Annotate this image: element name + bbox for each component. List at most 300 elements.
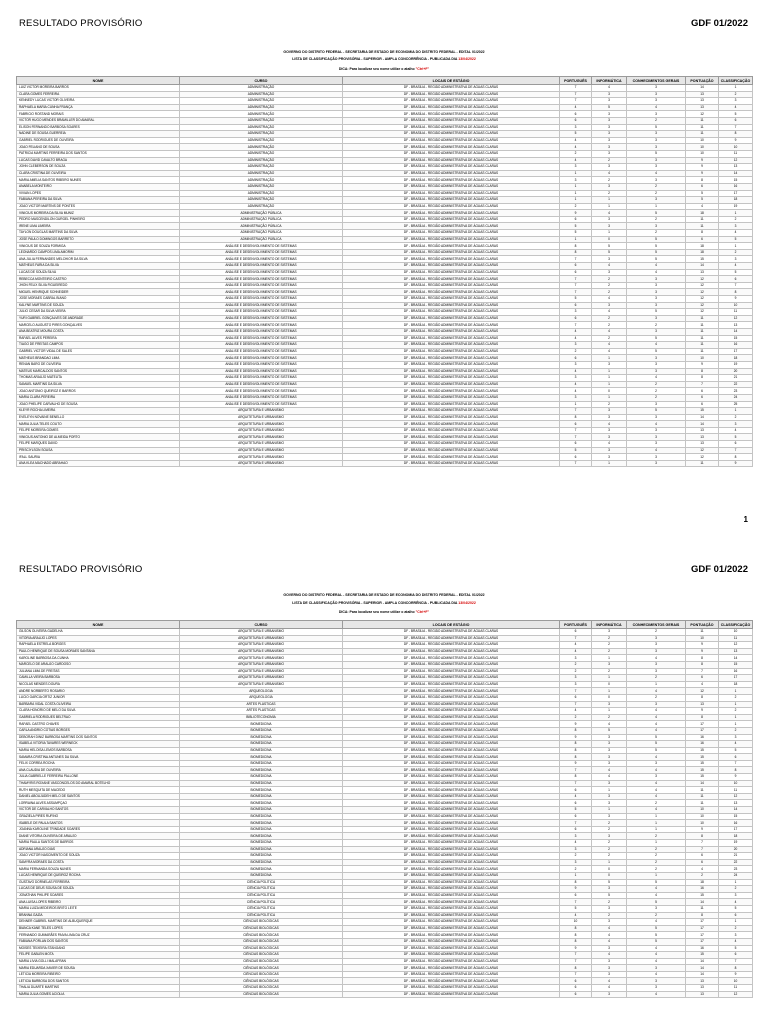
cell-general-knowledge: 3 <box>627 427 686 434</box>
cell-location: DF - BRASÍLIA - REGIÃO ADMINISTRATIVA DE ÁGUAS CLARAS <box>343 859 560 866</box>
cell-course: ARQUITETURA E URBANISMO <box>180 441 343 448</box>
cell-informatics: 2 <box>592 826 627 833</box>
cell-name: THOMAS ARAÚJO MATEUTA <box>17 375 180 382</box>
cell-score: 10 <box>686 355 719 362</box>
cell-location: DF - BRASÍLIA - REGIÃO ADMINISTRATIVA DE ÁGUAS CLARAS <box>343 216 560 223</box>
cell-classification: 22 <box>719 381 753 388</box>
cell-portuguese: 8 <box>560 747 592 754</box>
cell-general-knowledge: 2 <box>627 394 686 401</box>
cell-course: ANÁLISE E DESENVOLVIMENTO DE SISTEMAS <box>180 394 343 401</box>
cell-score: 6 <box>686 183 719 190</box>
cell-score: 8 <box>686 714 719 721</box>
cell-classification: 4 <box>719 741 753 748</box>
cell-score: 18 <box>686 210 719 217</box>
table-row <box>17 774 753 781</box>
cell-score: 14 <box>686 971 719 978</box>
cell-location: DF - BRASÍLIA - REGIÃO ADMINISTRATIVA DE ÁGUAS CLARAS <box>343 150 560 157</box>
cell-informatics: 2 <box>592 912 627 919</box>
cell-general-knowledge: 5 <box>627 236 686 243</box>
cell-course: BIOMEDICINA <box>180 820 343 827</box>
cell-informatics: 3 <box>592 414 627 421</box>
cell-classification: 2 <box>719 216 753 223</box>
cell-informatics: 2 <box>592 177 627 184</box>
cell-location: DF - BRASÍLIA - REGIÃO ADMINISTRATIVA DE ÁGUAS CLARAS <box>343 302 560 309</box>
cell-course: ARQUITETURA E URBANISMO <box>180 668 343 675</box>
cell-portuguese: 7 <box>560 971 592 978</box>
cell-informatics: 4 <box>592 938 627 945</box>
cell-course: ARTES PLÁSTICAS <box>180 701 343 708</box>
cell-general-knowledge: 3 <box>627 315 686 322</box>
cell-score: 11 <box>686 124 719 131</box>
cell-score: 8 <box>686 177 719 184</box>
cell-name: SAMYRA MORAES DA COSTA <box>17 859 180 866</box>
cell-classification: 19 <box>719 361 753 368</box>
cell-classification: 14 <box>719 170 753 177</box>
cell-portuguese: 6 <box>560 800 592 807</box>
cell-portuguese: 8 <box>560 754 592 761</box>
classification-table <box>16 76 753 467</box>
cell-course: ANÁLISE E DESENVOLVIMENTO DE SISTEMAS <box>180 263 343 270</box>
cell-name: DANIEL ABOUJUDEH MELO DE SANTOS <box>17 793 180 800</box>
cell-informatics: 1 <box>592 355 627 362</box>
cell-general-knowledge: 3 <box>627 296 686 303</box>
cell-general-knowledge: 2 <box>627 388 686 395</box>
cell-score: 15 <box>686 408 719 415</box>
cell-course: ANÁLISE E DESENVOLVIMENTO DE SISTEMAS <box>180 302 343 309</box>
header-line-2 <box>0 56 768 63</box>
cell-general-knowledge: 2 <box>627 183 686 190</box>
cell-name: LUCAS DAVID CAVALTO BRAGA <box>17 157 180 164</box>
cell-portuguese: 7 <box>560 276 592 283</box>
cell-informatics: 1 <box>592 688 627 695</box>
cell-location: DF - BRASÍLIA - REGIÃO ADMINISTRATIVA DE ÁGUAS CLARAS <box>343 971 560 978</box>
cell-informatics: 4 <box>592 328 627 335</box>
cell-classification: 8 <box>719 767 753 774</box>
cell-portuguese: 6 <box>560 787 592 794</box>
column-header-score: PONTUAÇÃO <box>686 77 719 85</box>
cell-informatics: 4 <box>592 421 627 428</box>
cell-course: CIÊNCIAS BIOLÓGICAS <box>180 978 343 985</box>
cell-course: ARTES PLÁSTICAS <box>180 708 343 715</box>
cell-general-knowledge: 5 <box>627 249 686 256</box>
cell-informatics: 4 <box>592 342 627 349</box>
cell-general-knowledge: 3 <box>627 164 686 171</box>
cell-name: JOANNA KAROLINE TRINDADE SOARES <box>17 826 180 833</box>
cell-course: ANÁLISE E DESENVOLVIMENTO DE SISTEMAS <box>180 315 343 322</box>
cell-score: 17 <box>686 919 719 926</box>
cell-general-knowledge: 1 <box>627 203 686 210</box>
cell-informatics: 3 <box>592 223 627 230</box>
cell-course: ARQUITETURA E URBANISMO <box>180 460 343 467</box>
cell-general-knowledge: 5 <box>627 348 686 355</box>
table-row <box>17 932 753 939</box>
cell-classification: 1 <box>719 85 753 92</box>
cell-informatics: 3 <box>592 447 627 454</box>
column-header-portuguese: PORTUGUÊS <box>560 621 592 629</box>
cell-informatics: 3 <box>592 991 627 998</box>
cell-score: 11 <box>686 335 719 342</box>
cell-score: 12 <box>686 276 719 283</box>
table-row <box>17 952 753 959</box>
cell-course: ADMINISTRAÇÃO <box>180 203 343 210</box>
cell-portuguese: 3 <box>560 859 592 866</box>
cell-name: KLEYR ROCHA LIMEIRA <box>17 408 180 415</box>
cell-general-knowledge: 5 <box>627 150 686 157</box>
cell-location: DF - BRASÍLIA - REGIÃO ADMINISTRATIVA DE ÁGUAS CLARAS <box>343 714 560 721</box>
cell-name: LETICIA MOREIRA RIBEIRO <box>17 971 180 978</box>
cell-course: ANÁLISE E DESENVOLVIMENTO DE SISTEMAS <box>180 249 343 256</box>
table-row <box>17 741 753 748</box>
table-row <box>17 800 753 807</box>
cell-score: 14 <box>686 780 719 787</box>
cell-course: ADMINISTRAÇÃO PÚBLICA <box>180 236 343 243</box>
cell-course: ADMINISTRAÇÃO <box>180 177 343 184</box>
cell-score: 13 <box>686 434 719 441</box>
cell-location: DF - BRASÍLIA - REGIÃO ADMINISTRATIVA DE ÁGUAS CLARAS <box>343 688 560 695</box>
cell-informatics: 3 <box>592 800 627 807</box>
cell-classification: 5 <box>719 905 753 912</box>
cell-location: DF - BRASÍLIA - REGIÃO ADMINISTRATIVA DE ÁGUAS CLARAS <box>343 741 560 748</box>
cell-portuguese: 8 <box>560 925 592 932</box>
cell-score: 13 <box>686 991 719 998</box>
cell-general-knowledge: 5 <box>627 309 686 316</box>
cell-location: DF - BRASÍLIA - REGIÃO ADMINISTRATIVA DE ÁGUAS CLARAS <box>343 991 560 998</box>
cell-general-knowledge: 2 <box>627 216 686 223</box>
cell-location: DF - BRASÍLIA - REGIÃO ADMINISTRATIVA DE ÁGUAS CLARAS <box>343 721 560 728</box>
cell-classification: 13 <box>719 800 753 807</box>
table-row <box>17 263 753 270</box>
cell-portuguese: 7 <box>560 780 592 787</box>
cell-location: DF - BRASÍLIA - REGIÃO ADMINISTRATIVA DE ÁGUAS CLARAS <box>343 774 560 781</box>
cell-informatics: 5 <box>592 892 627 899</box>
cell-name: JOSE MORAES CABRAL BIANO <box>17 296 180 303</box>
cell-classification: 2 <box>719 886 753 893</box>
cell-portuguese: 8 <box>560 938 592 945</box>
cell-portuguese: 6 <box>560 111 592 118</box>
cell-location: DF - BRASÍLIA - REGIÃO ADMINISTRATIVA DE ÁGUAS CLARAS <box>343 681 560 688</box>
table-row <box>17 183 753 190</box>
cell-score: 15 <box>686 760 719 767</box>
cell-portuguese: 9 <box>560 760 592 767</box>
cell-informatics: 5 <box>592 243 627 250</box>
cell-name: MATHEUS BRANDAO LIMA <box>17 355 180 362</box>
cell-name: RAPHAELA MARIA CUNHA FRANÇA <box>17 104 180 111</box>
cell-course: ADMINISTRAÇÃO <box>180 85 343 92</box>
cell-informatics: 4 <box>592 925 627 932</box>
cell-portuguese: 8 <box>560 249 592 256</box>
cell-location: DF - BRASÍLIA - REGIÃO ADMINISTRATIVA DE ÁGUAS CLARAS <box>343 727 560 734</box>
cell-score: 17 <box>686 727 719 734</box>
cell-score: 15 <box>686 754 719 761</box>
cell-score: 15 <box>686 767 719 774</box>
column-header-location: LOCAIS DE ESTÁGIO <box>343 77 560 85</box>
cell-classification: 1 <box>719 701 753 708</box>
cell-classification: 18 <box>719 197 753 204</box>
cell-name: MARIA LIVIA GOLLI MALAFRAN <box>17 958 180 965</box>
cell-location: DF - BRASÍLIA - REGIÃO ADMINISTRATIVA DE ÁGUAS CLARAS <box>343 137 560 144</box>
cell-score: 11 <box>686 787 719 794</box>
cell-portuguese: 6 <box>560 355 592 362</box>
cell-portuguese: 8 <box>560 932 592 939</box>
cell-score: 13 <box>686 98 719 105</box>
column-header-classification: CLASSIFICAÇÃO <box>719 77 753 85</box>
cell-course: ADMINISTRAÇÃO <box>180 137 343 144</box>
cell-score: 10 <box>686 635 719 642</box>
cell-name: RAFAEL ALVES PEREIRA <box>17 335 180 342</box>
cell-name: BRANNA GAZIA <box>17 912 180 919</box>
cell-classification: 13 <box>719 164 753 171</box>
cell-course: ANÁLISE E DESENVOLVIMENTO DE SISTEMAS <box>180 282 343 289</box>
table-row <box>17 177 753 184</box>
cell-location: DF - BRASÍLIA - REGIÃO ADMINISTRATIVA DE ÁGUAS CLARAS <box>343 236 560 243</box>
cell-name: ISABELA VITORIA TAVARES WERNECK <box>17 741 180 748</box>
cell-course: ANÁLISE E DESENVOLVIMENTO DE SISTEMAS <box>180 335 343 342</box>
table-row <box>17 787 753 794</box>
cell-name: MARIA AMELIA SANTOS RIBEIRO NUNES <box>17 177 180 184</box>
cell-classification: 12 <box>719 157 753 164</box>
cell-course: ANÁLISE E DESENVOLVIMENTO DE SISTEMAS <box>180 269 343 276</box>
cell-general-knowledge: 3 <box>627 978 686 985</box>
cell-classification: 16 <box>719 183 753 190</box>
cell-portuguese: 4 <box>560 381 592 388</box>
table-row <box>17 441 753 448</box>
cell-general-knowledge: 5 <box>627 925 686 932</box>
cell-classification: 2 <box>719 694 753 701</box>
cell-location: DF - BRASÍLIA - REGIÃO ADMINISTRATIVA DE ÁGUAS CLARAS <box>343 230 560 237</box>
table-row <box>17 216 753 223</box>
cell-informatics: 3 <box>592 361 627 368</box>
table-row <box>17 309 753 316</box>
cell-informatics: 4 <box>592 85 627 92</box>
cell-name: JULIA GABRIELLE FERREIRA PALLONE <box>17 774 180 781</box>
cell-portuguese: 6 <box>560 978 592 985</box>
cell-classification: 6 <box>719 912 753 919</box>
cell-name: JULIANA LIMA DE FREITAS <box>17 668 180 675</box>
cell-classification: 11 <box>719 985 753 992</box>
cell-classification: 6 <box>719 952 753 959</box>
cell-portuguese: 5 <box>560 807 592 814</box>
cell-general-knowledge: 4 <box>627 708 686 715</box>
cell-portuguese: 6 <box>560 117 592 124</box>
cell-score: 12 <box>686 309 719 316</box>
cell-classification: 19 <box>719 840 753 847</box>
cell-general-knowledge: 2 <box>627 190 686 197</box>
table-row <box>17 866 753 873</box>
cell-course: ADMINISTRAÇÃO <box>180 164 343 171</box>
cell-classification: 1 <box>719 721 753 728</box>
cell-general-knowledge: 5 <box>627 899 686 906</box>
cell-informatics: 0 <box>592 388 627 395</box>
cell-general-knowledge: 2 <box>627 833 686 840</box>
cell-location: DF - BRASÍLIA - REGIÃO ADMINISTRATIVA DE ÁGUAS CLARAS <box>343 872 560 879</box>
cell-course: CIÊNCIAS BIOLÓGICAS <box>180 932 343 939</box>
cell-portuguese: 9 <box>560 734 592 741</box>
cell-course: ADMINISTRAÇÃO <box>180 183 343 190</box>
cell-portuguese: 8 <box>560 414 592 421</box>
cell-portuguese: 1 <box>560 236 592 243</box>
cell-score: 9 <box>686 164 719 171</box>
cell-course: CIÊNCIA POLÍTICA <box>180 905 343 912</box>
cell-classification: 2 <box>719 91 753 98</box>
cell-informatics: 3 <box>592 793 627 800</box>
cell-informatics: 3 <box>592 98 627 105</box>
cell-general-knowledge: 3 <box>627 276 686 283</box>
cell-classification: 18 <box>719 355 753 362</box>
cell-name: DENNER GABRIEL MARTINS DE ALBUQUERQUE <box>17 919 180 926</box>
cell-course: ARQUITETURA E URBANISMO <box>180 454 343 461</box>
cell-location: DF - BRASÍLIA - REGIÃO ADMINISTRATIVA DE ÁGUAS CLARAS <box>343 263 560 270</box>
cell-informatics: 3 <box>592 454 627 461</box>
page-title: RESULTADO PROVISÓRIO <box>19 564 143 575</box>
table-row <box>17 767 753 774</box>
cell-portuguese: 6 <box>560 991 592 998</box>
cell-informatics: 3 <box>592 124 627 131</box>
cell-name: LUCAS DE SOUZA SILVA <box>17 269 180 276</box>
cell-portuguese: 7 <box>560 282 592 289</box>
cell-portuguese: 7 <box>560 91 592 98</box>
cell-location: DF - BRASÍLIA - REGIÃO ADMINISTRATIVA DE ÁGUAS CLARAS <box>343 642 560 649</box>
cell-location: DF - BRASÍLIA - REGIÃO ADMINISTRATIVA DE ÁGUAS CLARAS <box>343 441 560 448</box>
cell-course: ADMINISTRAÇÃO <box>180 157 343 164</box>
cell-name: KAROLINE BARBOSA DA CUNHA <box>17 655 180 662</box>
cell-score: 9 <box>686 642 719 649</box>
column-header-location: LOCAIS DE ESTÁGIO <box>343 621 560 629</box>
cell-score: 14 <box>686 958 719 965</box>
cell-location: DF - BRASÍLIA - REGIÃO ADMINISTRATIVA DE ÁGUAS CLARAS <box>343 820 560 827</box>
table-row <box>17 289 753 296</box>
cell-score: 12 <box>686 688 719 695</box>
table-row <box>17 256 753 263</box>
cell-general-knowledge: 5 <box>627 932 686 939</box>
table-row <box>17 328 753 335</box>
table-row <box>17 348 753 355</box>
cell-classification: 11 <box>719 787 753 794</box>
cell-score: 9 <box>686 708 719 715</box>
cell-score: 7 <box>686 668 719 675</box>
cell-name: THALIA DUARTE MARTINS <box>17 985 180 992</box>
cell-course: ANÁLISE E DESENVOLVIMENTO DE SISTEMAS <box>180 243 343 250</box>
cell-classification: 9 <box>719 971 753 978</box>
cell-score: 7 <box>686 846 719 853</box>
cell-name: REBECCA MONTEIRO CASTRO <box>17 276 180 283</box>
table-row <box>17 833 753 840</box>
cell-classification: 4 <box>719 104 753 111</box>
cell-name: VINICIUS MOREIRA DA SILVA MUNIZ <box>17 210 180 217</box>
cell-location: DF - BRASÍLIA - REGIÃO ADMINISTRATIVA DE ÁGUAS CLARAS <box>343 701 560 708</box>
cell-score: 8 <box>686 912 719 919</box>
cell-score: 8 <box>686 833 719 840</box>
document-page-2 <box>0 520 768 1024</box>
cell-course: ADMINISTRAÇÃO <box>180 111 343 118</box>
cell-course: ADMINISTRAÇÃO PÚBLICA <box>180 210 343 217</box>
cell-name: ANABELA MONTEIRO <box>17 183 180 190</box>
cell-location: DF - BRASÍLIA - REGIÃO ADMINISTRATIVA DE ÁGUAS CLARAS <box>343 197 560 204</box>
cell-course: ANÁLISE E DESENVOLVIMENTO DE SISTEMAS <box>180 348 343 355</box>
cell-location: DF - BRASÍLIA - REGIÃO ADMINISTRATIVA DE ÁGUAS CLARAS <box>343 289 560 296</box>
cell-name: TAYLON DOUGLAS MARTINS DA SILVA <box>17 230 180 237</box>
cell-portuguese: 3 <box>560 375 592 382</box>
cell-score: 11 <box>686 905 719 912</box>
cell-name: VINICIUS DE SOUZA FORMIGA <box>17 243 180 250</box>
cell-location: DF - BRASÍLIA - REGIÃO ADMINISTRATIVA DE ÁGUAS CLARAS <box>343 747 560 754</box>
cell-general-knowledge: 4 <box>627 170 686 177</box>
cell-location: DF - BRASÍLIA - REGIÃO ADMINISTRATIVA DE ÁGUAS CLARAS <box>343 780 560 787</box>
table-row <box>17 460 753 467</box>
table-row <box>17 164 753 171</box>
cell-location: DF - BRASÍLIA - REGIÃO ADMINISTRATIVA DE ÁGUAS CLARAS <box>343 754 560 761</box>
column-header-course: CURSO <box>180 77 343 85</box>
cell-classification: 19 <box>719 203 753 210</box>
table-row <box>17 655 753 662</box>
cell-score: 17 <box>686 932 719 939</box>
cell-general-knowledge: 3 <box>627 131 686 138</box>
table-row <box>17 879 753 886</box>
cell-informatics: 3 <box>592 945 627 952</box>
table-row <box>17 721 753 728</box>
cell-classification: 21 <box>719 853 753 860</box>
cell-general-knowledge: 3 <box>627 661 686 668</box>
cell-location: DF - BRASÍLIA - REGIÃO ADMINISTRATIVA DE ÁGUAS CLARAS <box>343 296 560 303</box>
cell-location: DF - BRASÍLIA - REGIÃO ADMINISTRATIVA DE ÁGUAS CLARAS <box>343 256 560 263</box>
cell-portuguese: 7 <box>560 434 592 441</box>
cell-name: ANA JULIA FERNANDES MELCHIOR DA SILVA <box>17 256 180 263</box>
cell-informatics: 4 <box>592 774 627 781</box>
cell-location: DF - BRASÍLIA - REGIÃO ADMINISTRATIVA DE ÁGUAS CLARAS <box>343 309 560 316</box>
cell-location: DF - BRASÍLIA - REGIÃO ADMINISTRATIVA DE ÁGUAS CLARAS <box>343 361 560 368</box>
cell-name: RAPHAELA ESTRELA BORGES <box>17 642 180 649</box>
cell-portuguese: 7 <box>560 460 592 467</box>
cell-general-knowledge: 4 <box>627 655 686 662</box>
cell-informatics: 1 <box>592 368 627 375</box>
cell-general-knowledge: 1 <box>627 826 686 833</box>
cell-classification: 7 <box>719 124 753 131</box>
cell-classification: 24 <box>719 872 753 879</box>
table-row <box>17 197 753 204</box>
cell-name: JOHN CLEBERSON DE SOUZA <box>17 164 180 171</box>
table-row <box>17 714 753 721</box>
cell-score: 8 <box>686 368 719 375</box>
cell-location: DF - BRASÍLIA - REGIÃO ADMINISTRATIVA DE ÁGUAS CLARAS <box>343 826 560 833</box>
table-row <box>17 381 753 388</box>
cell-portuguese: 2 <box>560 661 592 668</box>
table-row <box>17 447 753 454</box>
cell-score: 9 <box>686 648 719 655</box>
publication-date: 13/04/2022 <box>458 57 476 61</box>
cell-general-knowledge: 3 <box>627 289 686 296</box>
cell-course: ADMINISTRAÇÃO PÚBLICA <box>180 230 343 237</box>
cell-general-knowledge: 4 <box>627 807 686 814</box>
cell-informatics: 4 <box>592 767 627 774</box>
cell-location: DF - BRASÍLIA - REGIÃO ADMINISTRATIVA DE ÁGUAS CLARAS <box>343 985 560 992</box>
cell-name: LUCAS HENRIQUE DE QUEIROZ ROCHA <box>17 872 180 879</box>
cell-general-knowledge: 1 <box>627 681 686 688</box>
cell-classification: 6 <box>719 754 753 761</box>
table-row <box>17 694 753 701</box>
cell-informatics: 1 <box>592 230 627 237</box>
cell-classification: 5 <box>719 111 753 118</box>
cell-name: FABIANA PEREIRA DA SILVA <box>17 197 180 204</box>
cell-informatics: 2 <box>592 322 627 329</box>
cell-name: MARIA EDUARDA XAVIER DE SOUSA <box>17 965 180 972</box>
cell-course: BIOMEDICINA <box>180 872 343 879</box>
cell-course: CIÊNCIAS BIOLÓGICAS <box>180 938 343 945</box>
cell-informatics: 1 <box>592 203 627 210</box>
cell-portuguese: 3 <box>560 681 592 688</box>
cell-course: CIÊNCIAS BIOLÓGICAS <box>180 958 343 965</box>
cell-course: ARQUITETURA E URBANISMO <box>180 447 343 454</box>
cell-course: BIOMEDICINA <box>180 747 343 754</box>
cell-general-knowledge: 4 <box>627 269 686 276</box>
